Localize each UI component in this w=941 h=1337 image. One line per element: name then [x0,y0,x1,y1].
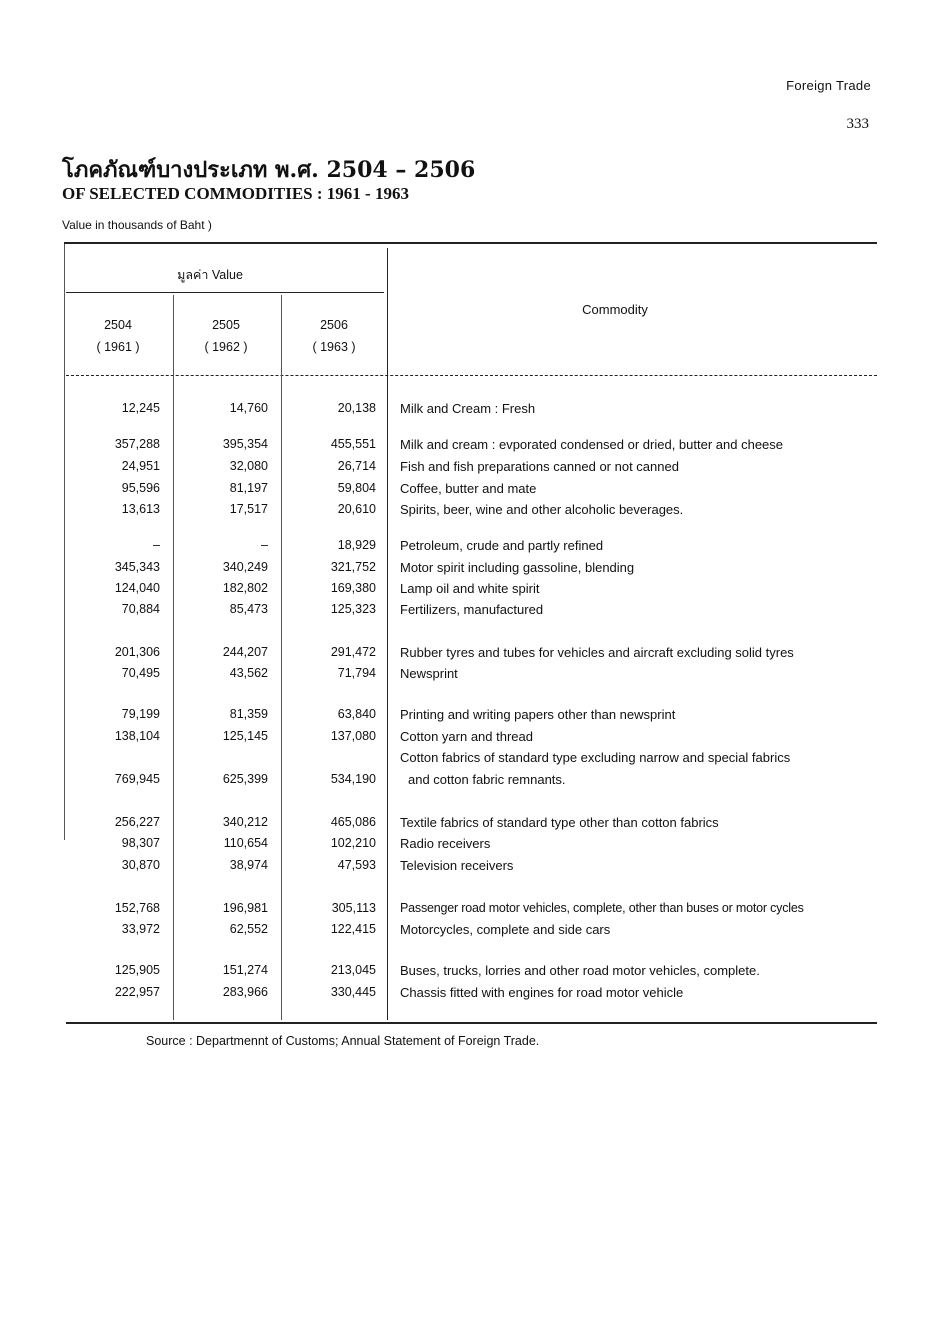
value-2504: 357,288 [114,437,160,451]
commodity-name: Passenger road motor vehicles, complete, other than buses or motor cycles [400,901,804,915]
value-2504: 138,104 [114,729,160,743]
value-2505: 43,562 [229,666,268,680]
english-title: OF SELECTED COMMODITIES : 1961 - 1963 [62,184,409,203]
value-2506: 47,593 [337,858,376,872]
table-row [0,538,941,558]
value-2505: 110,654 [223,836,268,850]
value-2506: 465,086 [330,815,376,829]
table-row [0,707,941,727]
table-row [0,437,941,457]
commodity-name-continued: and cotton fabric remnants. [408,772,566,787]
commodity-name: Textile fabrics of standard type other than cotton fabrics [400,815,719,830]
value-2506: 20,138 [337,401,376,415]
table-row [0,459,941,479]
value-2506: 534,190 [330,772,376,786]
value-2506: 26,714 [337,459,376,473]
value-2504: 30,870 [121,858,160,872]
commodity-name: Fertilizers, manufactured [400,602,544,617]
year-header-ad-2: ( 1962 ) [204,340,248,354]
commodity-name: Coffee, butter and mate [400,481,537,496]
value-2505: 151,274 [222,963,268,977]
value-2505: 38,974 [229,858,268,872]
commodity-name: Cotton fabrics of standard type excluding narrow and special fabrics [400,750,791,765]
value-2504: – [153,538,160,552]
commodity-name: Spirits, beer, wine and other alcoholic beverages. [400,502,684,517]
value-2505: 125,145 [222,729,268,743]
value-2506: 71,794 [337,666,376,680]
table-row [0,729,941,749]
header-bottom-rule [66,375,877,376]
value-2504: 95,596 [121,481,160,495]
table-row [0,602,941,622]
table-row [0,985,941,1005]
commodity-name: Cotton yarn and thread [400,729,533,744]
value-2506: 330,445 [330,985,376,999]
source-note: Source : Departmennt of Customs; Annual Statement of Foreign Trade. [146,1034,540,1048]
value-2504: 152,768 [114,901,160,915]
value-2506: 102,210 [330,836,376,850]
value-2504: 201,306 [114,645,160,659]
unit-note: Value in thousands of Baht ) [62,218,212,232]
commodity-name: Motorcycles, complete and side cars [400,922,611,937]
commodity-name: Rubber tyres and tubes for vehicles and aircraft excluding solid tyres [400,645,794,660]
commodity-name: Television receivers [400,858,514,873]
value-header: มูลค่า Value [177,268,243,282]
value-2506: 63,840 [337,707,376,721]
table-row [0,858,941,878]
commodity-name: Lamp oil and white spirit [400,581,540,596]
value-2506: 20,610 [337,502,376,516]
commodity-name: Radio receivers [400,836,491,851]
value-2505: 244,207 [222,645,268,659]
value-2505: – [261,538,268,552]
thai-title: โภคภัณฑ์บางประเภท พ.ศ. 2504 – 2506 [62,157,476,183]
commodity-header: Commodity [582,302,648,317]
value-2506: 305,113 [331,901,376,915]
value-2506: 291,472 [330,645,376,659]
table-row [0,502,941,522]
table-row [0,836,941,856]
value-2504: 70,884 [121,602,160,616]
value-2505: 85,473 [229,602,268,616]
table-bottom-rule [66,1022,877,1024]
value-2505: 340,212 [222,815,268,829]
year-header-ad-1: ( 1961 ) [96,340,140,354]
value-2505: 81,359 [229,707,268,721]
commodity-name: Printing and writing papers other than newsprint [400,707,676,722]
table-top-rule [64,242,877,244]
value-2505: 182,802 [222,581,268,595]
table-row [0,901,941,921]
value-2506: 122,415 [330,922,376,936]
value-2505: 340,249 [222,560,268,574]
value-2504: 769,945 [114,772,160,786]
table-row [0,666,941,686]
value-2504: 125,905 [114,963,160,977]
value-2504: 33,972 [121,922,160,936]
value-header-rule [66,292,384,293]
table-row [0,560,941,580]
year-header-be-3: 2506 [320,318,348,332]
table-row [0,750,941,792]
table-row [0,481,941,501]
year-header-be-1: 2504 [104,318,132,332]
commodity-name: Fish and fish preparations canned or not canned [400,459,679,474]
value-2505: 283,966 [222,985,268,999]
commodity-name: Chassis fitted with engines for road motor vehicle [400,985,684,1000]
table-row [0,963,941,983]
value-2505: 395,354 [222,437,268,451]
value-2505: 32,080 [229,459,268,473]
value-2506: 213,045 [330,963,376,977]
value-2504: 70,495 [121,666,160,680]
section-title: Foreign Trade [786,78,871,93]
value-2506: 18,929 [337,538,376,552]
commodity-name: Newsprint [400,666,458,681]
year-header-ad-3: ( 1963 ) [312,340,356,354]
table-row [0,581,941,601]
table-row [0,815,941,835]
value-2505: 62,552 [229,922,268,936]
year-header-be-2: 2505 [212,318,240,332]
commodity-name: Milk and Cream : Fresh [400,401,536,416]
value-2504: 12,245 [121,401,160,415]
value-2506: 59,804 [337,481,376,495]
table-row [0,401,941,421]
table-row [0,922,941,942]
value-2504: 124,040 [114,581,160,595]
commodity-name: Petroleum, crude and partly refined [400,538,604,553]
value-2505: 196,981 [222,901,268,915]
value-2505: 625,399 [222,772,268,786]
value-2504: 98,307 [121,836,160,850]
page-number: 333 [846,116,869,132]
value-2504: 256,227 [114,815,160,829]
value-2505: 81,197 [229,481,268,495]
value-2506: 137,080 [330,729,376,743]
value-2504: 79,199 [121,707,160,721]
value-2504: 345,343 [114,560,160,574]
value-2506: 125,323 [330,602,376,616]
value-2505: 17,517 [229,502,268,516]
value-2504: 24,951 [121,459,160,473]
value-2506: 321,752 [330,560,376,574]
value-2505: 14,760 [229,401,268,415]
table-row [0,645,941,665]
value-2504: 13,613 [121,502,160,516]
commodity-name: Motor spirit including gassoline, blending [400,560,635,575]
commodity-name: Milk and cream : evporated condensed or dried, butter and cheese [400,437,784,452]
value-2504: 222,957 [114,985,160,999]
value-2506: 455,551 [330,437,376,451]
commodity-name: Buses, trucks, lorries and other road motor vehicles, complete. [400,963,760,978]
value-2506: 169,380 [330,581,376,595]
